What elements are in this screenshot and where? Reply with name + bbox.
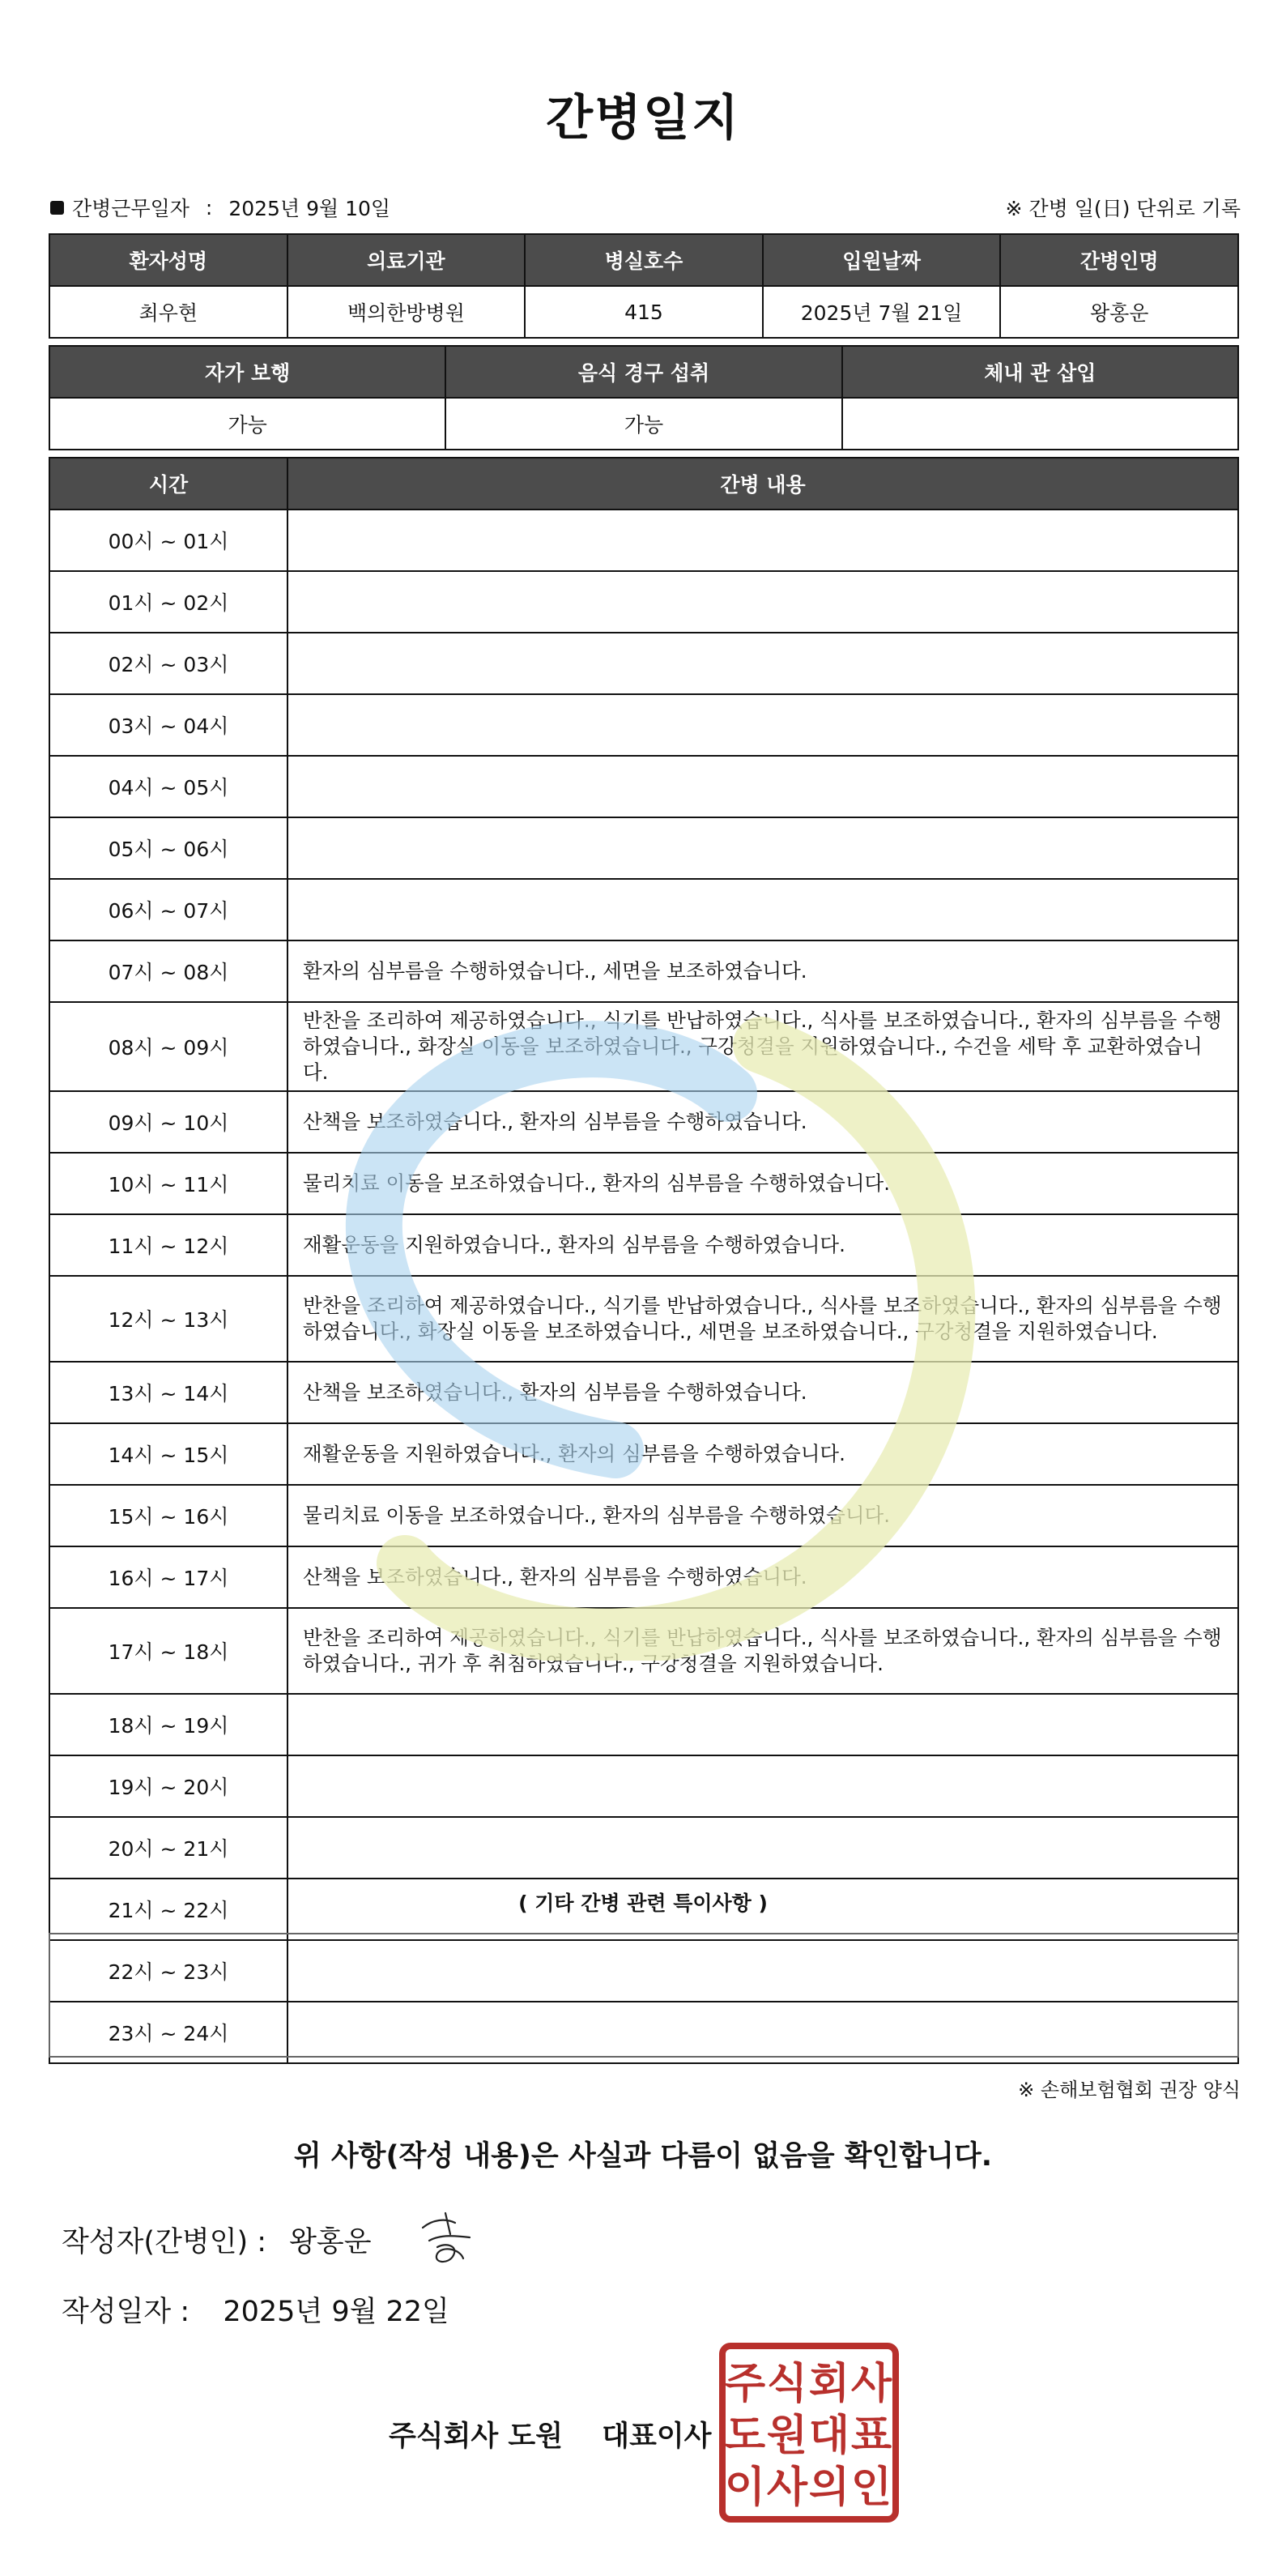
log-content <box>287 756 1238 817</box>
log-time: 19시 ~ 20시 <box>49 1755 287 1817</box>
log-time: 15시 ~ 16시 <box>49 1485 287 1546</box>
header-tube-insertion: 체내 관 삽입 <box>842 346 1238 398</box>
log-row <box>49 879 1238 940</box>
header-time: 시간 <box>49 458 287 510</box>
log-content <box>287 879 1238 940</box>
seal-glyph: 사 <box>766 2463 808 2512</box>
log-content <box>287 1694 1238 1755</box>
walking-value: 가능 <box>49 398 445 450</box>
log-row <box>49 1276 1238 1362</box>
author-label: 작성자(간병인) : <box>62 2226 267 2258</box>
seal-glyph: 주 <box>724 2360 766 2408</box>
log-row <box>49 1817 1238 1879</box>
log-row <box>49 1423 1238 1485</box>
representative-title: 대표이사 <box>602 2420 712 2453</box>
log-time: 11시 ~ 12시 <box>49 1214 287 1276</box>
seal-glyph: 인 <box>850 2463 892 2512</box>
log-time: 22시 ~ 23시 <box>49 1940 287 2002</box>
log-content: 환자의 심부름을 수행하였습니다., 세면을 보조하였습니다. <box>287 940 1238 1002</box>
handwritten-signature <box>413 2205 486 2273</box>
seal-glyph: 식 <box>766 2360 808 2408</box>
log-time: 06시 ~ 07시 <box>49 879 287 940</box>
header-admission-date: 입원날짜 <box>763 234 1001 286</box>
log-time: 08시 ~ 09시 <box>49 1002 287 1091</box>
notes-box <box>49 1933 1239 2058</box>
caregiver-name: 왕홍운 <box>1000 286 1238 338</box>
room-number: 415 <box>525 286 763 338</box>
log-row <box>49 940 1238 1002</box>
log-row <box>49 1546 1238 1608</box>
work-date <box>50 193 390 222</box>
log-time: 01시 ~ 02시 <box>49 571 287 633</box>
log-time: 07시 ~ 08시 <box>49 940 287 1002</box>
tube-insertion-value <box>842 398 1238 450</box>
seal-glyph: 이 <box>724 2463 766 2512</box>
patient-name: 최우현 <box>49 286 287 338</box>
log-row <box>49 1485 1238 1546</box>
log-time: 05시 ~ 06시 <box>49 817 287 879</box>
log-content <box>287 571 1238 633</box>
seal-glyph: 사 <box>850 2360 892 2408</box>
care-log-table <box>49 457 1239 2064</box>
seal-glyph: 회 <box>808 2360 850 2408</box>
log-content <box>287 817 1238 879</box>
log-content: 물리치료 이동을 보조하였습니다., 환자의 심부름을 수행하였습니다. <box>287 1153 1238 1214</box>
seal-glyph: 대 <box>808 2412 850 2460</box>
log-header-row <box>49 458 1238 510</box>
log-row <box>49 633 1238 694</box>
log-row <box>49 756 1238 817</box>
log-content: 재활운동을 지원하였습니다., 환자의 심부름을 수행하였습니다. <box>287 1423 1238 1485</box>
status-header-row <box>49 346 1238 398</box>
log-time: 17시 ~ 18시 <box>49 1608 287 1694</box>
header-caregiver: 간병인명 <box>1000 234 1238 286</box>
log-time: 16시 ~ 17시 <box>49 1546 287 1608</box>
log-row <box>49 817 1238 879</box>
log-content: 반찬을 조리하여 제공하였습니다., 식기를 반납하였습니다., 식사를 보조하였습니다., 환자의 심부름을 수행하였습니다., 귀가 후 취침하였습니다., 구강청결을 지원하였습니다. <box>287 1608 1238 1694</box>
document-title: 간병일지 <box>546 90 740 147</box>
log-time: 13시 ~ 14시 <box>49 1362 287 1423</box>
log-content: 반찬을 조리하여 제공하였습니다., 식기를 반납하였습니다., 식사를 보조하였습니다., 환자의 심부름을 수행하였습니다., 화장실 이동을 보조하였습니다., 구강청결을 지원하였습니다., 수건을 세탁 후 교환하였습니다. <box>287 1002 1238 1091</box>
log-content <box>287 633 1238 694</box>
log-time: 09시 ~ 10시 <box>49 1091 287 1153</box>
bullet-square-icon <box>50 201 64 215</box>
patient-header-row <box>49 234 1238 286</box>
log-time: 02시 ~ 03시 <box>49 633 287 694</box>
log-content: 산책을 보조하였습니다., 환자의 심부름을 수행하였습니다. <box>287 1362 1238 1423</box>
header-room: 병실호수 <box>525 234 763 286</box>
company-name: 주식회사 도원 <box>389 2420 564 2453</box>
confirmation-statement: 위 사항(작성 내용)은 사실과 다름이 없음을 확인합니다. <box>293 2140 993 2173</box>
header-care-content: 간병 내용 <box>287 458 1238 510</box>
seal-glyph: 도 <box>724 2412 766 2460</box>
log-time: 10시 ~ 11시 <box>49 1153 287 1214</box>
patient-info-table <box>49 233 1239 339</box>
oral-intake-value: 가능 <box>445 398 841 450</box>
log-content <box>287 510 1238 571</box>
log-row <box>49 1153 1238 1214</box>
log-content: 산책을 보조하였습니다., 환자의 심부름을 수행하였습니다. <box>287 1546 1238 1608</box>
log-content: 물리치료 이동을 보조하였습니다., 환자의 심부름을 수행하였습니다. <box>287 1485 1238 1546</box>
author-line <box>62 2220 372 2260</box>
log-time: 03시 ~ 04시 <box>49 694 287 756</box>
written-date-value: 2025년 9월 22일 <box>223 2296 449 2328</box>
author-name: 왕홍운 <box>289 2226 372 2258</box>
status-value-row <box>49 398 1238 450</box>
company-line <box>389 2414 711 2454</box>
company-seal <box>718 2341 901 2524</box>
header-oral-intake: 음식 경구 섭취 <box>445 346 841 398</box>
written-date-label: 작성일자 : <box>62 2296 190 2328</box>
work-date-label: 간병근무일자 <box>72 197 189 220</box>
seal-glyph: 표 <box>850 2412 892 2460</box>
seal-glyph: 원 <box>766 2412 808 2460</box>
log-row <box>49 1002 1238 1091</box>
log-time: 12시 ~ 13시 <box>49 1276 287 1362</box>
log-body <box>49 510 1238 2063</box>
unit-note: ※ 간병 일(日) 단위로 기록 <box>1005 197 1241 220</box>
header-walking: 자가 보행 <box>49 346 445 398</box>
log-content <box>287 1755 1238 1817</box>
log-content <box>287 694 1238 756</box>
log-row <box>49 510 1238 571</box>
log-time: 00시 ~ 01시 <box>49 510 287 571</box>
notes-title: ( 기타 간병 관련 특이사항 ) <box>518 1891 768 1915</box>
log-row <box>49 1694 1238 1755</box>
log-row <box>49 694 1238 756</box>
log-time: 21시 ~ 22시 <box>49 1879 287 1940</box>
institution-name: 백의한방병원 <box>287 286 526 338</box>
log-time: 18시 ~ 19시 <box>49 1694 287 1755</box>
form-source-note: ※ 손해보험협회 권장 양식 <box>1018 2079 1241 2101</box>
written-date-line <box>62 2289 449 2330</box>
log-row <box>49 1608 1238 1694</box>
log-content: 재활운동을 지원하였습니다., 환자의 심부름을 수행하였습니다. <box>287 1214 1238 1276</box>
log-content <box>287 1817 1238 1879</box>
log-row <box>49 1755 1238 1817</box>
header-institution: 의료기관 <box>287 234 526 286</box>
log-row <box>49 571 1238 633</box>
log-row <box>49 1091 1238 1153</box>
patient-status-table <box>49 345 1239 450</box>
admission-date: 2025년 7월 21일 <box>763 286 1001 338</box>
seal-glyph: 의 <box>808 2463 850 2512</box>
log-time: 14시 ~ 15시 <box>49 1423 287 1485</box>
log-time: 23시 ~ 24시 <box>49 2002 287 2063</box>
log-content: 산책을 보조하였습니다., 환자의 심부름을 수행하였습니다. <box>287 1091 1238 1153</box>
header-patient-name: 환자성명 <box>49 234 287 286</box>
log-row <box>49 1214 1238 1276</box>
work-date-value: 2025년 9월 10일 <box>228 197 391 220</box>
log-time: 04시 ~ 05시 <box>49 756 287 817</box>
log-row <box>49 1362 1238 1423</box>
log-time: 20시 ~ 21시 <box>49 1817 287 1879</box>
patient-value-row <box>49 286 1238 338</box>
work-date-separator: : <box>205 195 213 220</box>
log-content: 반찬을 조리하여 제공하였습니다., 식기를 반납하였습니다., 식사를 보조하였습니다., 환자의 심부름을 수행하였습니다., 화장실 이동을 보조하였습니다., 세면을 보조하였습니다., 구강청결을 지원하였습니다. <box>287 1276 1238 1362</box>
